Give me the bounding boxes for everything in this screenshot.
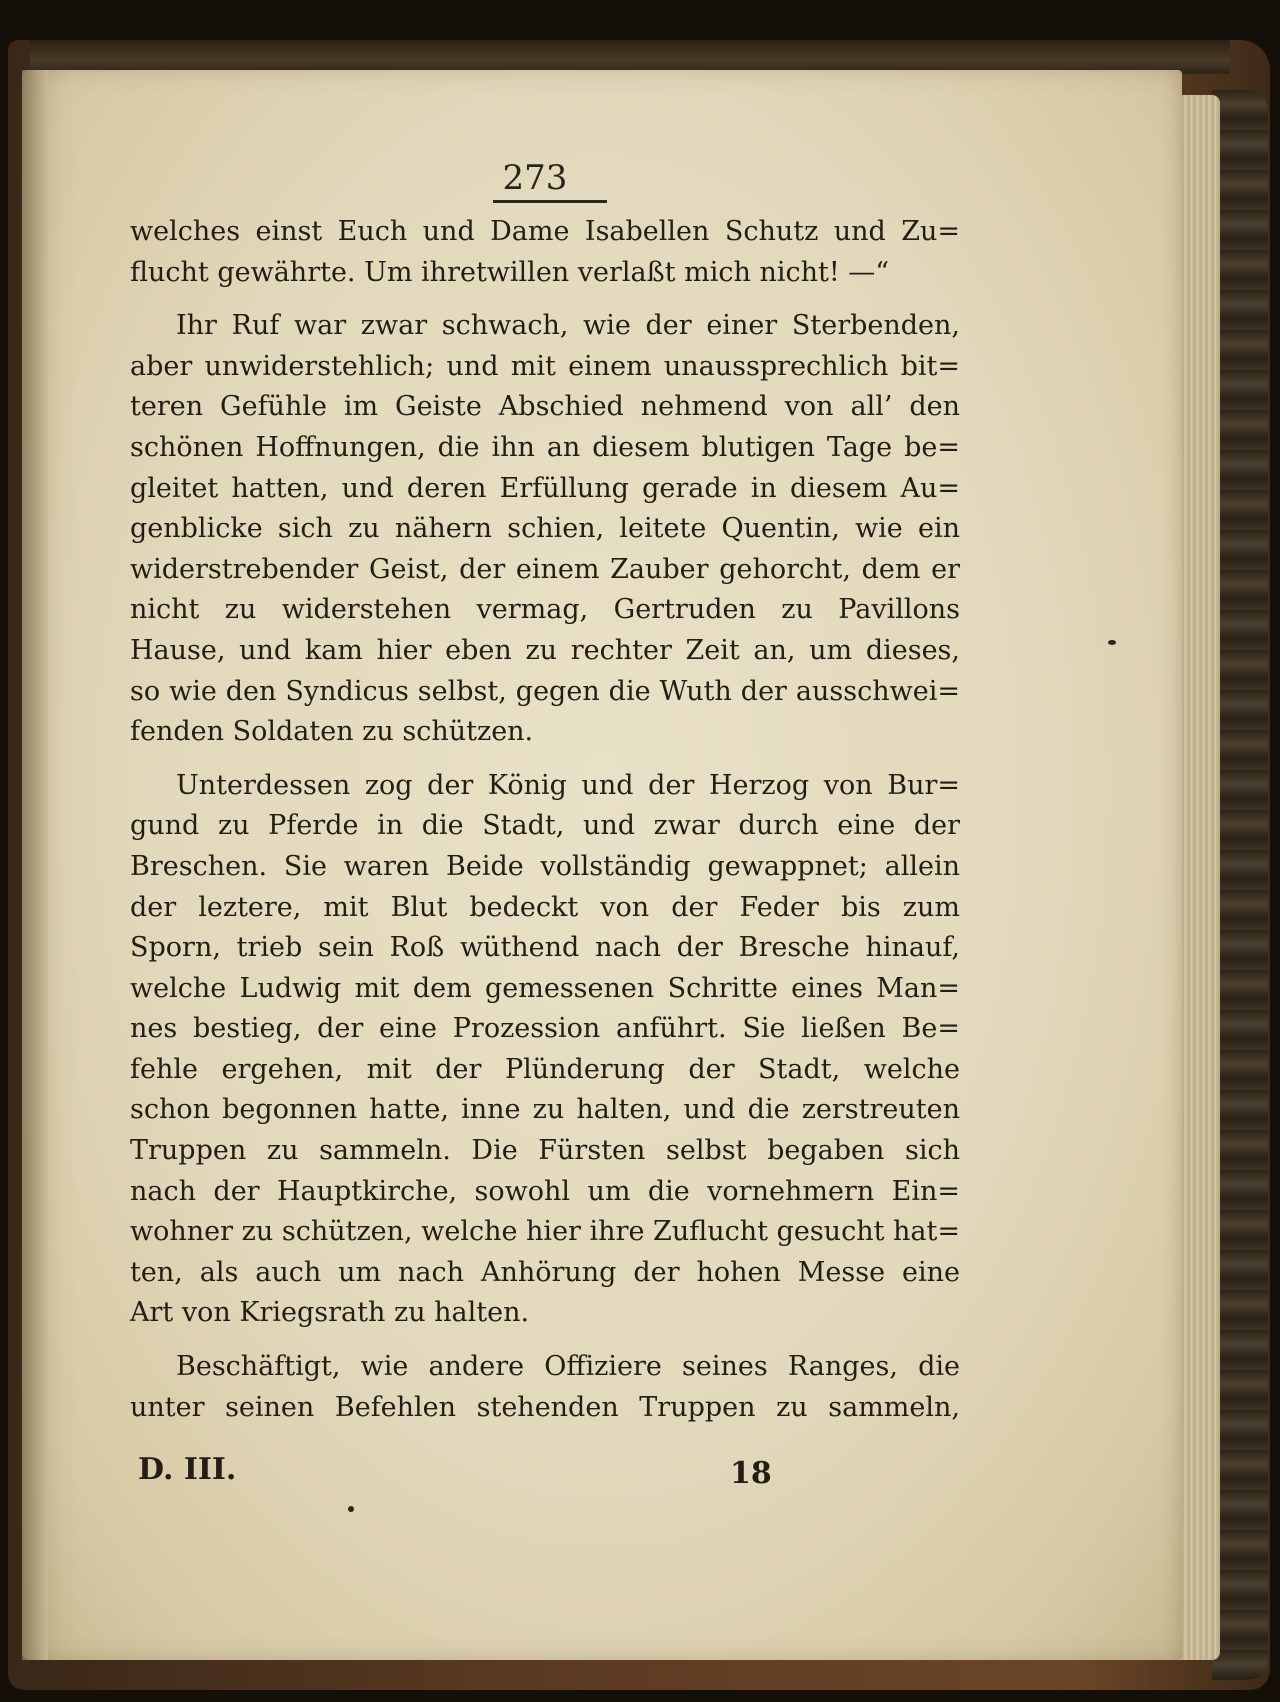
page-number: 273 xyxy=(502,158,568,198)
text-line: teren Gefühle im Geiste Abschied nehmend von all’ den xyxy=(130,391,960,423)
text-line: wohner zu schützen, welche hier ihre Zuflucht gesucht hat= xyxy=(130,1216,960,1248)
text-line: nes bestieg, der eine Prozession anführt. Sie ließen Be= xyxy=(130,1013,960,1045)
text-line: genblicke sich zu nähern schien, leitete Quentin, wie ein xyxy=(130,513,960,545)
text-line: gund zu Pferde in die Stadt, und zwar durch eine der xyxy=(130,810,960,842)
text-line: welche Ludwig mit dem gemessenen Schritte eines Man= xyxy=(130,972,960,1004)
text-line: aber unwiderstehlich; und mit einem unaussprechlich bit= xyxy=(130,350,960,382)
page-gutter xyxy=(22,70,48,1660)
text-line: gleitet hatten, und deren Erfüllung gerade in diesem Au= xyxy=(130,472,960,504)
text-line: welches einst Euch und Dame Isabellen Schutz und Zu= xyxy=(130,216,960,247)
text-line: Breschen. Sie waren Beide vollständig gewappnet; allein xyxy=(130,850,960,882)
text-line: schon begonnen hatte, inne zu halten, und die zerstreuten xyxy=(130,1094,960,1126)
text-line: ten, als auch um nach Anhörung der hohen Messe eine xyxy=(130,1256,960,1288)
text-line: fenden Soldaten zu schützen. xyxy=(130,716,534,748)
text-line: Hause, und kam hier eben zu rechter Zeit an, um dieses, xyxy=(130,634,960,666)
text-line: Beschäftigt, wie andere Offiziere seines Ranges, die xyxy=(176,1351,960,1383)
text-line: nicht zu widerstehen vermag, Gertruden zu Pavillons xyxy=(130,594,960,626)
gathering-number: 18 xyxy=(730,1456,772,1491)
ink-speck xyxy=(348,1506,354,1512)
text-line: der leztere, mit Blut bedeckt von der Feder bis zum xyxy=(130,891,960,923)
cover-right-edge xyxy=(1212,90,1268,1680)
text-line: unter seinen Befehlen stehenden Truppen zu sammeln, xyxy=(130,1391,960,1423)
header-rule xyxy=(493,200,607,203)
cover-top-edge xyxy=(30,40,1230,74)
text-line: Truppen zu sammeln. Die Fürsten selbst begaben sich xyxy=(130,1135,960,1167)
text-line: nach der Hauptkirche, sowohl um die vornehmern Ein= xyxy=(130,1175,960,1207)
signature-mark: D. III. xyxy=(138,1452,237,1487)
text-line: widerstrebender Geist, der einem Zauber gehorcht, dem er xyxy=(130,553,960,585)
ink-speck xyxy=(1108,640,1116,645)
text-line: Art von Kriegsrath zu halten. xyxy=(130,1297,530,1329)
text-line: fehle ergehen, mit der Plünderung der Stadt, welche xyxy=(130,1053,960,1085)
text-line: so wie den Syndicus selbst, gegen die Wuth der ausschwei= xyxy=(130,675,960,707)
text-line: Sporn, trieb sein Roß wüthend nach der Bresche hinauf, xyxy=(130,932,960,964)
text-line: Ihr Ruf war zwar schwach, wie der einer Sterbenden, xyxy=(176,310,960,342)
text-line: schönen Hoffnungen, die ihn an diesem blutigen Tage be= xyxy=(130,431,960,463)
body-text xyxy=(130,212,960,1428)
text-line: Unterdessen zog der König und der Herzog von Bur= xyxy=(176,769,960,801)
text-line: flucht gewährte. Um ihretwillen verlaßt mich nicht! —“ xyxy=(130,256,890,288)
